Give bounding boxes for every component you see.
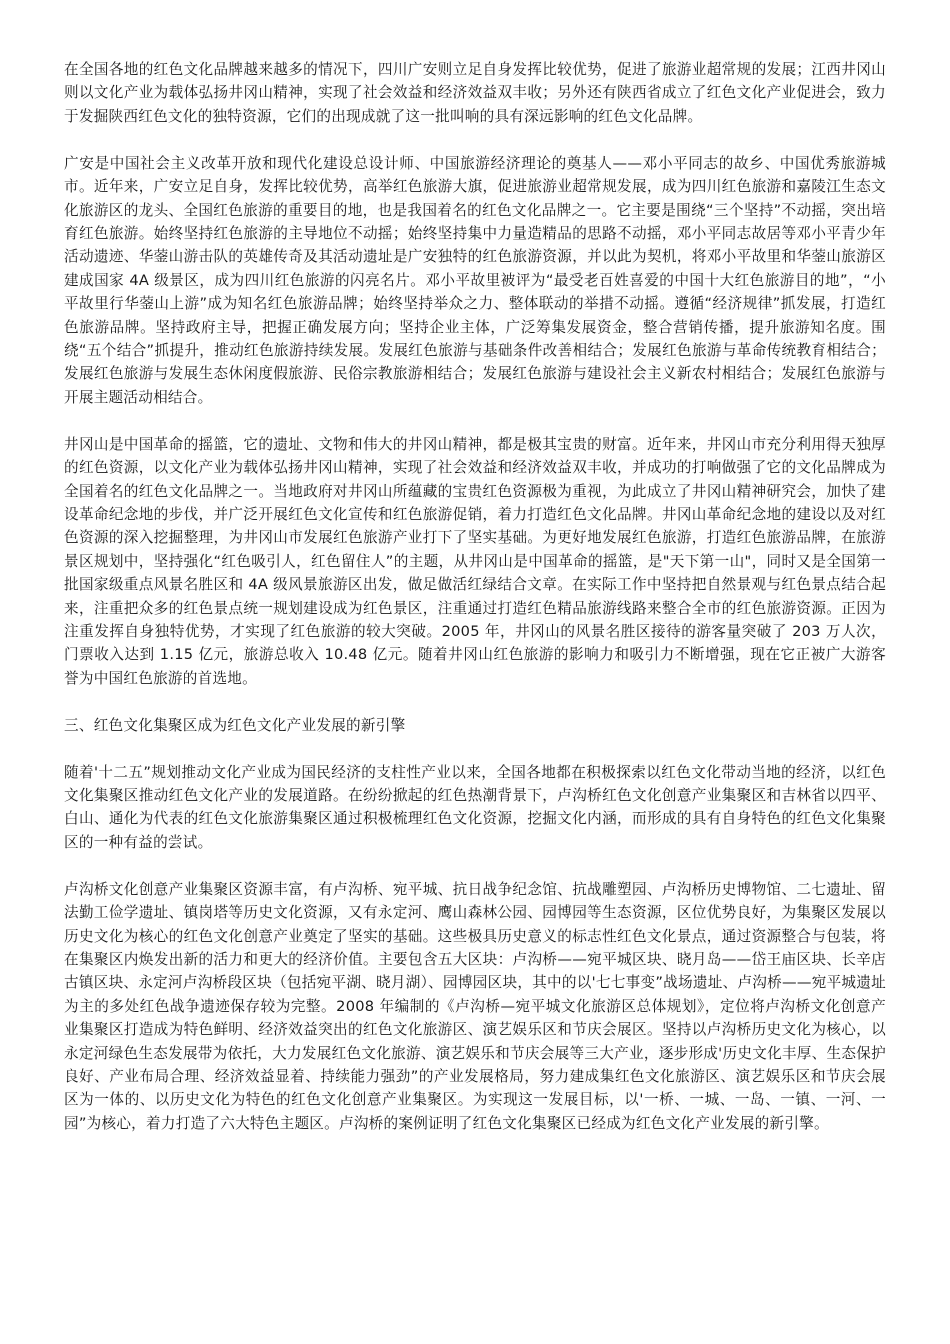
- section-heading: 三、红色文化集聚区成为红色文化产业发展的新引擎: [64, 716, 406, 734]
- paragraph-jinggangshan: 井冈山是中国革命的摇篮，它的遗址、文物和伟大的井冈山精神，都是极其宝贵的财富。近年来，井冈山市充分利用得天独厚的红色资源，以文化产业为载体弘扬井冈山精神，实现了社会效益和经济效益双丰收，并成功的打响做强了它的文化品牌成为全国着名的红色文化品牌之一。当地政府对井冈山所蕴藏的宝贵红色资源极为重视，为此成立了井冈山精神研究会，加快了建设革命纪念地的步伐，并广泛开展红色文化宣传和红色旅游促销，着力打造红色文化品牌。井冈山革命纪念地的建设以及对红色资源的深入挖掘整理，为井冈山市发展红色旅游产业打下了坚实基础。为更好地发展红色旅游，打造红色旅游品牌，在旅游景区规划中，坚持强化“红色吸引人，红色留住人”的主题，从井冈山是中国革命的摇篮，是"天下第一山"，同时又是全国第一批国家级重点风景名胜区和 4A 级风景旅游区出发，做足做活红绿结合文章。在实际工作中坚持把自然景观与红色景点结合起来，注重把众多的红色景点统一规划建设成为红色景区，注重通过打造红色精品旅游线路来整合全市的红色旅游资源。正因为注重发挥自身独特优势，才实现了红色旅游的较大突破。2005 年，井冈山的风景名胜区接待的游客量突破了 203 万人次，门票收入达到 1.15 亿元，旅游总收入 10.48 亿元。随着井冈山红色旅游的影响力和吸引力不断增强，现在它正被广大游客誉为中国红色旅游的首选地。: [64, 435, 886, 687]
- paragraph-guangan: 广安是中国社会主义改革开放和现代化建设总设计师、中国旅游经济理论的奠基人——邓小平同志的故乡、中国优秀旅游城市。近年来，广安立足自身，发挥比较优势，高举红色旅游大旗，促进旅游业超常规发展，成为四川红色旅游和嘉陵江生态文化旅游区的龙头、全国红色旅游的重要目的地，也是我国着名的红色文化品牌之一。它主要是围绕“三个坚持”不动摇，突出培育红色旅游。始终坚持红色旅游的主导地位不动摇；始终坚持集中力量造精品的思路不动摇，邓小平同志故居等邓小平青少年活动遗迹、华蓥山游击队的英雄传奇及其活动遗址是广安独特的红色旅游资源，并以此为契机，将邓小平故里和华蓥山旅游区建成国家 4A 级景区，成为四川红色旅游的闪亮名片。邓小平故里被评为“最受老百姓喜爱的中国十大红色旅游目的地”，“小平故里行华蓥山上游”成为知名红色旅游品牌；始终坚持举众之力、整体联动的举措不动摇。遵循“经济规律”抓发展，打造红色旅游品牌。坚持政府主导，把握正确发展方向；坚持企业主体，广泛筹集发展资金，整合营销传播，提升旅游知名度。围绕“五个结合”抓提升，推动红色旅游持续发展。发展红色旅游与基础条件改善相结合；发展红色旅游与革命传统教育相结合；发展红色旅游与发展生态休闲度假旅游、民俗宗教旅游相结合；发展红色旅游与建设社会主义新农村相结合；发展红色旅游与开展主题活动相结合。: [64, 154, 886, 406]
- paragraph-lugouqiao: 卢沟桥文化创意产业集聚区资源丰富，有卢沟桥、宛平城、抗日战争纪念馆、抗战雕塑园、卢沟桥历史博物馆、二七遗址、留法勤工俭学遗址、镇岗塔等历史文化资源，又有永定河、鹰山森林公园、园博园等生态资源，区位优势良好，为集聚区发展以历史文化为核心的红色文化创意产业奠定了坚实的基础。这些极具历史意义的标志性红色文化景点，通过资源整合与包装，将在集聚区内焕发出新的活力和更大的经济价值。主要包含五大区块：卢沟桥——宛平城区块、晓月岛——岱王庙区块、长辛店古镇区块、永定河卢沟桥段区块（包括宛平湖、晓月湖）、园博园区块，其中的以'七七事变”战场遗址、卢沟桥——宛平城遗址为主的多处红色战争遗迹保存较为完整。2008 年编制的《卢沟桥—宛平城文化旅游区总体规划》，定位将卢沟桥文化创意产业集聚区打造成为特色鲜明、经济效益突出的红色文化旅游区、演艺娱乐区和节庆会展区。坚持以卢沟桥历史文化为核心，以永定河绿色生态发展带为依托，大力发展红色文化旅游、演艺娱乐和节庆会展等三大产业，逐步形成'历史文化丰厚、生态保护良好、产业布局合理、经济效益显着、持续能力强劲”的产业发展格局，努力建成集红色文化旅游区、演艺娱乐区和节庆会展区为一体的、以历史文化为特色的红色文化创意产业集聚区。为实现这一发展目标，以'一桥、一城、一岛、一镇、一河、一园”为核心，着力打造了六大特色主题区。卢沟桥的案例证明了红色文化集聚区已经成为红色文化产业发展的新引擎。: [64, 880, 886, 1132]
- document-body: [64, 58, 886, 1159]
- paragraph-clusters-intro: 随着'十二五”规划推动文化产业成为国民经济的支柱性产业以来，全国各地都在积极探索以红色文化带动当地的经济，以红色文化集聚区推动红色文化产业的发展道路。在纷纷掀起的红色热潮背景下，卢沟桥红色文化创意产业集聚区和吉林省以四平、白山、通化为代表的红色文化旅游集聚区通过积极梳理红色文化资源，挖掘文化内涵，而形成的具有自身特色的红色文化集聚区的一种有益的尝试。: [64, 763, 886, 851]
- paragraph-red-culture-brands: 在全国各地的红色文化品牌越来越多的情况下，四川广安则立足自身发挥比较优势，促进了旅游业超常规的发展；江西井冈山则以文化产业为载体弘扬井冈山精神，实现了社会效益和经济效益双丰收；另外还有陕西省成立了红色文化产业促进会，致力于发掘陕西红色文化的独特资源，它们的出现成就了这一批叫响的具有深远影响的红色文化品牌。: [64, 61, 886, 125]
